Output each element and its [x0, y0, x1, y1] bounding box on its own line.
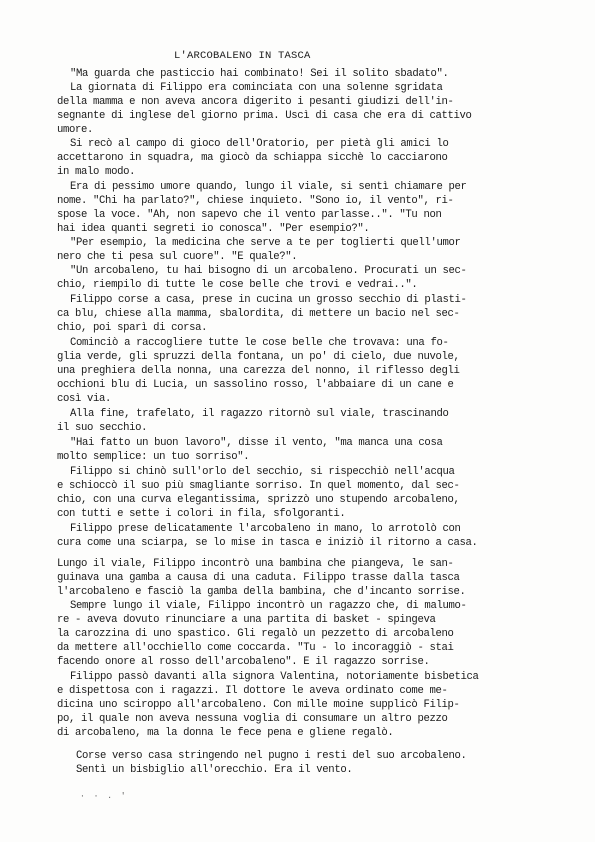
text-line: Lungo il viale, Filippo incontrò una bambina che piangeva, le san-: [57, 558, 454, 570]
scan-specks: · · . ': [80, 792, 128, 801]
text-line: molto semplice: un tuo sorriso".: [57, 451, 250, 463]
text-line: Corse verso casa stringendo nel pugno i resti del suo arcobaleno.: [76, 750, 467, 762]
text-line: una preghiera della nonna, una carezza del nonno, il riflesso degli: [57, 365, 460, 377]
text-line: chio, riempilo di tutte le cose belle che trovi e vedrai..".: [57, 279, 418, 291]
text-line: di arcobaleno, ma la donna le fece pena e gliene regalò.: [57, 727, 394, 739]
text-line: Sempre lungo il viale, Filippo incontrò un ragazzo che, di malumo-: [70, 600, 467, 612]
text-line: glia verde, gli spruzzi della fontana, un po' di cielo, due nuvole,: [57, 351, 460, 363]
text-line: il suo secchio.: [57, 422, 148, 434]
text-line: spose la voce. "Ah, non sapevo che il vento parlasse..". "Tu non: [57, 209, 442, 221]
text-line: "Hai fatto un buon lavoro", disse il vento, "ma manca una cosa: [70, 437, 443, 449]
text-line: guinava una gamba a causa di una caduta. Filippo trasse dalla tasca: [57, 572, 460, 584]
text-line: ca blu, chiese alla mamma, sbalordita, di mettere un bacio nel sec-: [57, 308, 460, 320]
text-line: hai idea quanti segreti io conosca". "Per esempio?".: [57, 223, 370, 235]
text-line: "Un arcobaleno, tu hai bisogno di un arcobaleno. Procurati un sec-: [70, 265, 467, 277]
story-title: L'ARCOBALENO IN TASCA: [174, 50, 311, 62]
text-line: po, il quale non aveva nessuna voglia di consumare un altro pezzo: [57, 713, 448, 725]
text-line: e dispettosa con i ragazzi. Il dottore le aveva ordinato come me-: [57, 685, 448, 697]
text-line: chio, con una curva elegantissima, sprizzò uno stupendo arcobaleno,: [57, 494, 460, 506]
text-line: l'arcobaleno e fasciò la gamba della bambina, che d'incanto sorrise.: [57, 586, 466, 598]
text-line: Filippo passò davanti alla signora Valentina, notoriamente bisbetica: [70, 671, 479, 683]
text-line: Sentì un bisbiglio all'orecchio. Era il vento.: [76, 764, 353, 776]
text-line: facendo onore al rosso dell'arcobaleno". E il ragazzo sorrise.: [57, 656, 430, 668]
text-line: dicina uno sciroppo all'arcobaleno. Con mille moine supplicò Filip-: [57, 699, 460, 711]
text-line: La giornata di Filippo era cominciata con una solenne sgridata: [70, 82, 443, 94]
text-line: da mettere all'occhiello come coccarda. "Tu - lo incoraggiò - stai: [57, 642, 454, 654]
text-line: Era di pessimo umore quando, lungo il viale, si sentì chiamare per: [70, 181, 467, 193]
text-line: Si recò al campo di gioco dell'Oratorio, per pietà gli amici lo: [70, 138, 449, 150]
text-line: così via.: [57, 393, 112, 405]
text-line: la carozzina di uno spastico. Gli regalò un pezzetto di arcobaleno: [57, 628, 454, 640]
text-line: umore.: [57, 124, 94, 136]
text-line: "Ma guarda che pasticcio hai combinato! Sei il solito sbadato".: [70, 68, 449, 80]
text-line: Alla fine, trafelato, il ragazzo ritornò sul viale, trascinando: [70, 408, 449, 420]
text-line: nome. "Chi ha parlato?", chiese inquieto. "Sono io, il vento", ri-: [57, 195, 454, 207]
text-line: Cominciò a raccogliere tutte le cose belle che trovava: una fo-: [70, 337, 449, 349]
text-line: re - aveva dovuto rinunciare a una partita di basket - spingeva: [57, 614, 436, 626]
text-line: "Per esempio, la medicina che serve a te per toglierti quell'umor: [70, 237, 461, 249]
text-line: con tutti e sette i colori in fila, sfolgoranti.: [57, 508, 346, 520]
text-line: segnante di inglese del giorno prima. Uscì di casa che era di cattivo: [57, 110, 472, 122]
text-line: Filippo corse a casa, prese in cucina un grosso secchio di plasti-: [70, 294, 467, 306]
text-line: e schioccò il suo più smagliante sorriso. In quel momento, dal sec-: [57, 480, 460, 492]
text-line: Filippo si chinò sull'orlo del secchio, si rispecchiò nell'acqua: [70, 466, 455, 478]
text-line: in malo modo.: [57, 166, 136, 178]
text-line: occhioni blu di Lucia, un sassolino rosso, l'abbaiare di un cane e: [57, 379, 454, 391]
text-line: Filippo prese delicatamente l'arcobaleno in mano, lo arrotolò con: [70, 523, 461, 535]
text-line: nero che ti pesa sul cuore". "E quale?".: [57, 251, 298, 263]
text-line: della mamma e non aveva ancora digerito i pesanti giudizi dell'in-: [57, 96, 454, 108]
text-line: chio, poi sparì di corsa.: [57, 322, 208, 334]
text-line: accettarono in squadra, ma giocò da schiappa sicchè lo cacciarono: [57, 152, 448, 164]
text-line: cura come una sciarpa, se lo mise in tasca e iniziò il ritorno a casa.: [57, 537, 478, 549]
